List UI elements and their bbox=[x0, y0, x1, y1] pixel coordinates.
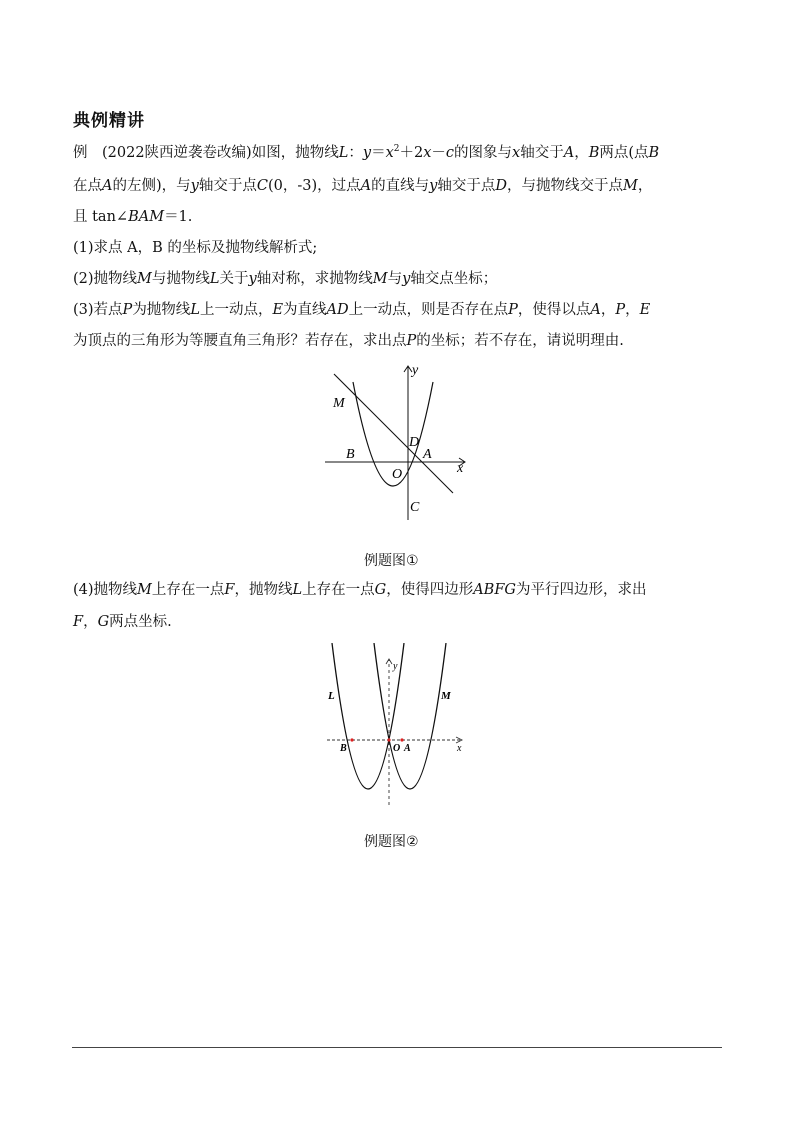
text: 的左侧)，与 bbox=[112, 178, 191, 194]
label-x: x bbox=[457, 461, 464, 476]
part-2 bbox=[73, 269, 733, 289]
var: B bbox=[648, 145, 660, 161]
text: ， bbox=[574, 145, 589, 161]
var: E bbox=[272, 302, 284, 318]
text: 且 tan∠ bbox=[73, 209, 129, 225]
var: y bbox=[362, 145, 372, 161]
var: M bbox=[137, 271, 152, 287]
text: 的图象与 bbox=[454, 145, 513, 161]
var: M bbox=[372, 271, 388, 287]
problem-source: (2022陕西逆袭卷改编) bbox=[102, 145, 252, 161]
var: A bbox=[360, 178, 372, 194]
text: 两点(点 bbox=[599, 145, 649, 161]
figure-1 bbox=[320, 360, 480, 529]
text: 如图，抛物线 bbox=[251, 145, 339, 161]
text: 的坐标；若不存在，请说明理由. bbox=[416, 333, 624, 349]
var: P bbox=[122, 302, 133, 318]
text: 轴交点坐标； bbox=[410, 271, 498, 287]
part-1: (1)求点 A，B 的坐标及抛物线解析式; bbox=[73, 240, 318, 256]
text: 与抛物线 bbox=[151, 271, 210, 287]
text: ， bbox=[83, 614, 98, 630]
var: y bbox=[190, 178, 199, 194]
text: ＝ bbox=[371, 145, 386, 161]
label-L: L bbox=[328, 690, 335, 702]
figure-1-graph bbox=[320, 360, 480, 525]
var: L bbox=[209, 271, 220, 287]
text: ，使得以点 bbox=[517, 302, 591, 318]
point-O bbox=[387, 738, 390, 741]
var: G bbox=[97, 614, 110, 630]
var: c bbox=[445, 145, 455, 161]
problem-lead: 例 bbox=[73, 145, 88, 161]
var: M bbox=[622, 178, 638, 194]
var: L bbox=[292, 582, 303, 598]
point-B bbox=[350, 738, 353, 741]
label-y: y bbox=[393, 661, 398, 672]
var: L bbox=[190, 302, 200, 318]
var: y bbox=[402, 271, 411, 287]
var: x bbox=[385, 145, 394, 161]
label-D: D bbox=[409, 435, 420, 450]
text: 上存在一点 bbox=[302, 582, 375, 598]
y-axis-arrow bbox=[386, 659, 392, 664]
var: A bbox=[590, 302, 601, 318]
text: ＋2 bbox=[399, 145, 424, 161]
label-B: B bbox=[340, 743, 347, 754]
text: (4)抛物线 bbox=[73, 582, 138, 598]
text: 为直线 bbox=[283, 302, 327, 318]
text: 的直线与 bbox=[371, 178, 430, 194]
label-O: O bbox=[392, 467, 403, 482]
text: ， bbox=[625, 302, 640, 318]
text: 在点 bbox=[73, 178, 102, 194]
text: ， bbox=[600, 302, 616, 318]
var: x bbox=[512, 145, 521, 161]
var: B bbox=[588, 145, 600, 161]
text: 轴交于点 bbox=[437, 178, 496, 194]
var: y bbox=[429, 178, 438, 194]
part-3-line-1 bbox=[73, 300, 733, 320]
label-M: M bbox=[333, 396, 345, 411]
part-4-line-1 bbox=[73, 580, 733, 600]
text: ： bbox=[348, 145, 363, 161]
parabola-M bbox=[374, 643, 446, 789]
figure-2-graph bbox=[322, 643, 472, 808]
var: x bbox=[423, 145, 432, 161]
text: ＝1. bbox=[164, 209, 193, 225]
label-O: O bbox=[393, 743, 401, 754]
var: ABFG bbox=[473, 582, 516, 598]
var: A bbox=[563, 145, 575, 161]
label-A: A bbox=[423, 447, 432, 462]
var: L bbox=[338, 145, 349, 161]
label-A: A bbox=[404, 743, 411, 754]
var: AD bbox=[326, 302, 349, 318]
var: F bbox=[224, 582, 235, 598]
part-4-line-2 bbox=[73, 612, 733, 632]
figure-2 bbox=[322, 643, 472, 812]
text: 为顶点的三角形为等腰直角三角形？若存在，求出点 bbox=[73, 333, 407, 349]
var: P bbox=[406, 333, 417, 349]
label-B: B bbox=[346, 447, 355, 462]
text: ，与抛物线交于点 bbox=[506, 178, 623, 194]
figure-2-caption: 例题图② bbox=[364, 834, 419, 850]
text: 与 bbox=[387, 271, 403, 287]
text: ， bbox=[637, 178, 653, 194]
figure-1-caption: 例题图① bbox=[364, 553, 419, 569]
text: 为平行四边形，求出 bbox=[515, 582, 647, 598]
var: y bbox=[248, 271, 257, 287]
section-title: 典例精讲 bbox=[73, 111, 145, 131]
text: 关于 bbox=[219, 271, 249, 287]
text: 轴对称，求抛物线 bbox=[256, 271, 373, 287]
text: (0，-3)，过点 bbox=[267, 178, 361, 194]
label-M: M bbox=[441, 690, 451, 702]
text: (2)抛物线 bbox=[73, 271, 138, 287]
label-C: C bbox=[410, 500, 420, 515]
problem-line-1 bbox=[73, 143, 733, 163]
var: C bbox=[256, 178, 268, 194]
label-y: y bbox=[412, 363, 419, 378]
var: E bbox=[639, 302, 651, 318]
var: M bbox=[137, 582, 152, 598]
text: 轴交于 bbox=[520, 145, 564, 161]
var: P bbox=[508, 302, 518, 318]
text: (3)若点 bbox=[73, 302, 123, 318]
part-3-line-2 bbox=[73, 331, 733, 351]
text: 两点坐标. bbox=[109, 614, 172, 630]
exponent: 2 bbox=[393, 144, 400, 154]
point-A bbox=[400, 738, 403, 741]
problem-line-3 bbox=[73, 207, 733, 227]
var: G bbox=[374, 582, 387, 598]
text: － bbox=[431, 145, 446, 161]
text: 上存在一点 bbox=[151, 582, 225, 598]
text: 上一动点，则是否存在点 bbox=[348, 302, 509, 318]
var: A bbox=[102, 178, 113, 194]
text: 为抛物线 bbox=[132, 302, 191, 318]
problem-line-2 bbox=[73, 176, 733, 196]
var: D bbox=[495, 178, 507, 194]
var: BAM bbox=[128, 209, 165, 225]
var: P bbox=[615, 302, 626, 318]
var: F bbox=[73, 614, 84, 630]
text: 上一动点， bbox=[199, 302, 273, 318]
text: ，使得四边形 bbox=[386, 582, 474, 598]
text: ，抛物线 bbox=[234, 582, 293, 598]
footer-divider bbox=[72, 1047, 722, 1048]
text: 轴交于点 bbox=[198, 178, 257, 194]
label-x: x bbox=[457, 743, 462, 754]
